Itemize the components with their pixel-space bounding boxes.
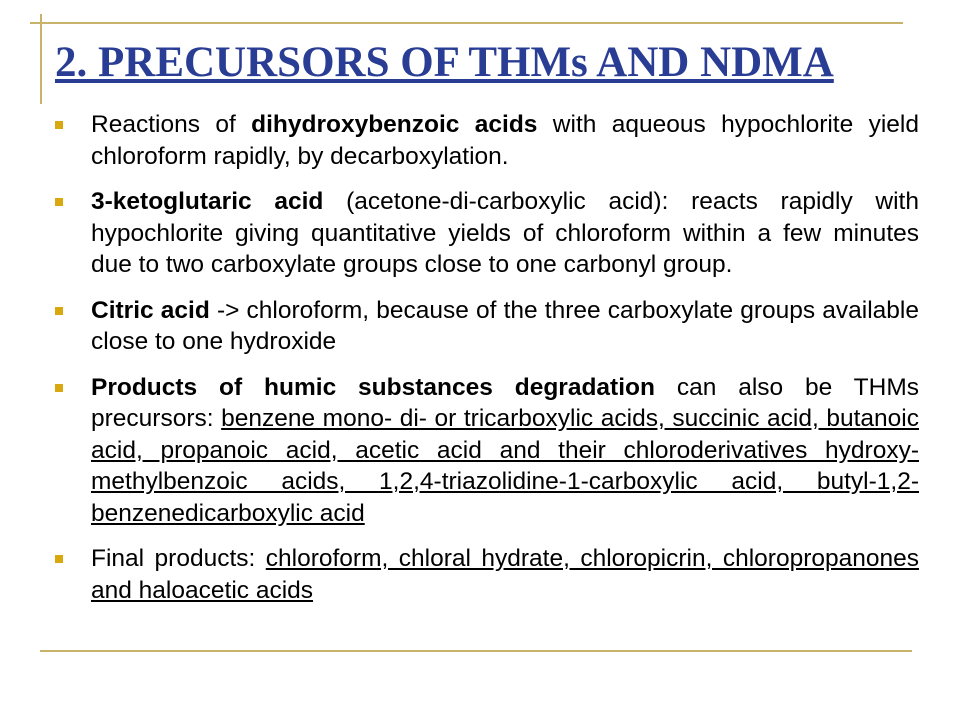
bullet-square-icon xyxy=(55,307,63,315)
frame-left-line xyxy=(40,14,42,104)
bullet-item xyxy=(55,186,919,281)
bullet-square-icon xyxy=(55,198,63,206)
bullet-emphasis: Citric acid xyxy=(91,296,210,324)
bullet-text: (acetone-di-carboxylic acid): reacts rapidly with hypochlorite giving quantitative yields of chloroform within a few minutes due to two carboxylate groups close to one carbonyl group. xyxy=(91,188,919,278)
bullet-square-icon xyxy=(55,384,63,392)
bullet-list xyxy=(55,109,919,606)
bullet-text: Reactions of xyxy=(91,111,252,138)
bullet-emphasis: Products of humic substances degradation xyxy=(91,373,655,401)
bullet-text: -> chloroform, because of the three carboxylate groups available close to one hydroxide xyxy=(91,296,919,355)
bullet-item xyxy=(55,295,919,358)
bullet-square-icon xyxy=(55,555,63,563)
bullet-emphasis: dihydroxybenzoic acids xyxy=(251,111,538,138)
frame-top-line xyxy=(30,22,903,24)
bullet-text: can also be THMs precursors: xyxy=(91,373,919,432)
bullet-square-icon xyxy=(55,121,63,129)
bullet-item xyxy=(55,372,919,530)
bullet-underlined-text: benzene mono- di- or tricarboxylic acids, succinic acid, butanoic acid, propanoic acid, acetic acid and their chloroderivatives hydroxy-methylbenzoic acids, 1,2,4-triazolidine-1-carboxylic acid, butyl-1,2-benzenedicarboxylic acid xyxy=(91,405,919,527)
bullet-item xyxy=(55,109,919,172)
slide-title: 2. PRECURSORS OF THMs AND NDMA xyxy=(55,39,834,86)
bullet-text: with aqueous hypochlorite yield chloroform rapidly, by decarboxylation. xyxy=(91,111,919,170)
bullet-underlined-text: chloroform, chloral hydrate, chloropicrin, chloropropanones and haloacetic acids xyxy=(91,545,919,604)
bullet-text: Final products: xyxy=(91,545,266,572)
bullet-item xyxy=(55,543,919,606)
bullet-emphasis: 3-ketoglutaric acid xyxy=(91,188,324,215)
frame-bottom-line xyxy=(40,650,912,652)
